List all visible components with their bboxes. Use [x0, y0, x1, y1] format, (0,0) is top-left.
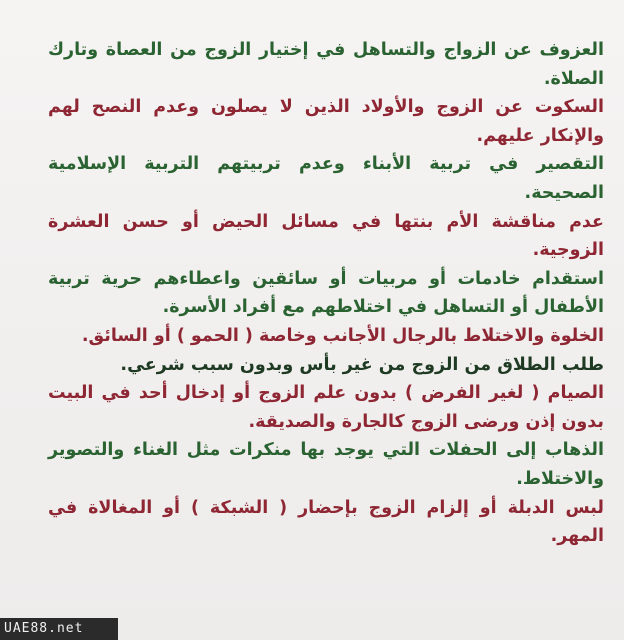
list-item: لبس الدبلة أو إلزام الزوج بإحضار ( الشبكة ) أو المغالاة في المهر. [48, 497, 604, 547]
list-item: الذهاب إلى الحفلات التي يوجد بها منكرات مثل الغناء والتصوير والاختلاط. [48, 440, 604, 489]
bullet-list [48, 36, 604, 551]
list-item: طلب الطلاق من الزوج من غير بأس وبدون سبب شرعي. [120, 354, 604, 375]
list-item: السكوت عن الزوج والأولاد الذين لا يصلون وعدم النصح لهم والإنكار عليهم. [48, 97, 604, 146]
list-item: الصيام ( لغير الفرض ) بدون علم الزوج أو إدخال أحد في البيت بدون إذن ورضى الزوج كالجارة والصديقة. [48, 383, 604, 432]
list-item: الخلوة والاختلاط بالرجال الأجانب وخاصة ( الحمو ) أو السائق. [81, 325, 604, 346]
list-item: التقصير في تربية الأبناء وعدم تربيتهم التربية الإسلامية الصحيحة. [48, 154, 604, 203]
list-item: العزوف عن الزواج والتساهل في إختيار الزوج من العصاة وتارك الصلاة. [48, 40, 604, 89]
list-item: استقدام خادمات أو مربيات أو سائقين واعطاءهم حرية تربية الأطفال أو التساهل في اختلاطهم مع أفراد الأسرة. [48, 268, 604, 318]
watermark: UAE88.net [0, 618, 118, 640]
list-item: عدم مناقشة الأم بنتها في مسائل الحيض أو حسن العشرة الزوجية. [48, 211, 604, 261]
